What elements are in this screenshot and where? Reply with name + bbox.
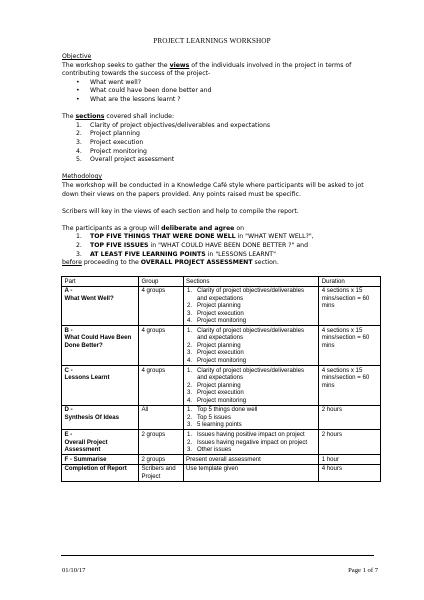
views-emphasis: views [169,61,190,69]
table-header-cell: Duration [319,277,381,287]
objective-heading: Objective [62,53,92,60]
table-row [62,455,381,465]
table-row [62,405,381,430]
footer-date: 01/10/17 [62,567,86,574]
sections-cell: 1. Top 5 things done well 2. Top 5 issues 3. 5 learning points [183,405,319,430]
sections-cell: 1. Clarity of project objectives/deliverables and expectations 2. Project planning 3. Project execution 4. Project monitoring [183,326,319,366]
group-cell: 4 groups [138,286,183,326]
bullet-item: • What could have been done better and [62,87,380,96]
table-header-cell: Group [138,277,183,287]
part-cell: D - Synthesis Of Ideas [62,405,139,430]
before-paragraph: before proceeding to the OVERALL PROJECT ASSESSMENT section. [62,259,279,267]
objective-bullets [62,79,380,105]
group-cell: 2 groups [138,455,183,465]
group-cell: All [138,405,183,430]
table-row [62,366,381,406]
table-row [62,464,381,481]
table-header-cell: Sections [183,277,319,287]
duration-cell: 4 hours [319,464,381,481]
bullet-item: • What are the lessons learnt ? [62,96,380,105]
methodology-heading: Methodology [62,173,103,181]
part-cell: B - What Could Have Been Done Better? [62,326,139,366]
part-cell: C - Lessons Learnt [62,366,139,406]
duration-cell: 2 hours [319,430,381,455]
part-cell: Completion of Report [62,464,139,481]
table-row [62,430,381,455]
sections-cell: 1. Clarity of project objectives/deliverables and expectations 2. Project planning 3. Project execution 4. Project monitoring [183,286,319,326]
agree-item: 3. AT LEAST FIVE LEARNING POINTS in "LESSONS LEARNT" [76,250,276,258]
agree-list [62,233,380,259]
sections-intro: The sections covered shall include: [62,113,175,121]
table-row [62,326,381,366]
agree-item: 1. TOP FIVE THINGS THAT WERE DONE WELL in "WHAT WENT WELL?", [76,233,314,241]
duration-cell: 2 hours [319,405,381,430]
schedule-table [61,276,381,482]
table-header-row [62,277,381,287]
methodology-paragraph: The workshop will be conducted in a Knowledge Café style where participants will be asked to jot down their views on the papers provided. Any points raised must be specific. [62,181,364,198]
footer-divider [61,555,374,556]
scribers-paragraph: Scribers will key in the views of each section and help to compile the report. [62,207,299,215]
section-item: 1. Clarity of project objectives/deliverables and expectations [76,121,271,129]
group-cell: 2 groups [138,430,183,455]
sections-cell: 1. Issues having positive impact on project 2. Issues having negative impact on project 3. Other issues [183,430,319,455]
section-item: 5. Overall project assessment [76,156,175,164]
objective-paragraph: The workshop seeks to gather the views of the individuals involved in the project in terms of contributing towards the success of the project- [62,61,352,78]
part-cell: A - What Went Well? [62,286,139,326]
agree-paragraph: The participants as a group will deliberate and agree on [62,224,245,232]
group-cell: 4 groups [138,326,183,366]
duration-cell: 4 sections x 15 mins/section = 60 mins [319,326,381,366]
section-item: 4. Project monitoring [76,147,147,155]
part-cell: E - Overall Project Assessment [62,430,139,455]
bullet-item: • What went well? [62,79,380,88]
sections-emphasis: sections [75,113,105,121]
document-body [62,53,380,268]
sections-list [62,122,380,165]
section-item: 2. Project planning [76,130,140,138]
page-header-title: PROJECT LEARNINGS WORKSHOP [153,37,271,45]
sections-cell: Present overall assessment [183,455,319,465]
footer-page-number: Page 1 of 7 [348,567,378,574]
duration-cell: 4 sections x 15 mins/section = 60 mins [319,286,381,326]
sections-cell: 1. Clarity of project objectives/deliverables and expectations 2. Project planning 3. Project execution 4. Project monitoring [183,366,319,406]
table-row [62,286,381,326]
table-header-cell: Part [62,277,139,287]
section-item: 3. Project execution [76,138,144,146]
agree-emphasis: deliberate and agree [161,224,235,232]
group-cell: Scribers and Project [138,464,183,481]
duration-cell: 4 sections x 15 mins/section = 60 mins [319,366,381,406]
group-cell: 4 groups [138,366,183,406]
duration-cell: 1 hour [319,455,381,465]
agree-item: 2. TOP FIVE ISSUES in "WHAT COULD HAVE BEEN DONE BETTER ?" and [76,242,309,250]
part-cell: F - Summarise [62,455,139,465]
sections-cell: Use template given [183,464,319,481]
